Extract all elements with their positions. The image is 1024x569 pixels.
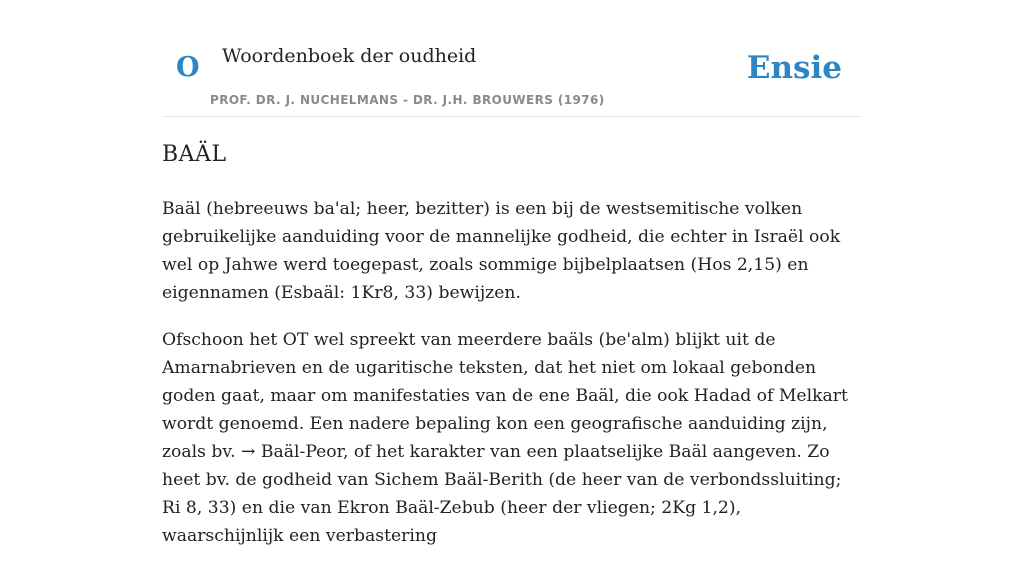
entry-paragraph-2: Ofschoon het OT wel spreekt van meerdere baäls (be'alm) blijkt uit de Amarnabrieven en de ugaritische teksten, dat het niet om lokaal gebonden goden gaat, maar om manifestaties van de ene Baäl, die ook Hadad of Melkart wordt genoemd. Een nadere bepaling kon een geografische aanduiding zijn, zoals bv. → Baäl-Peor, of het karakter van een plaatselijke Baäl aangeven. Zo heet bv. de godheid van Sichem Baäl-Berith (de heer van de verbondssluiting; Ri 8, 33) en die van Ekron Baäl-Zebub (heer der vliegen; 2Kg 1,2), waarschijnlijk een verbastering <box>162 330 848 546</box>
dictionary-header <box>162 0 862 117</box>
dictionary-title[interactable]: Woordenboek der oudheid <box>222 45 477 67</box>
entry-title: BAÄL <box>162 142 227 167</box>
ensie-logo[interactable]: Ensie <box>746 50 842 86</box>
entry-paragraph-1: Baäl (hebreeuws ba'al; heer, bezitter) is een bij de westsemitische volken gebruikelijke aanduiding voor de mannelijke godheid, die echter in Israël ook wel op Jahwe werd toegepast, zoals sommige bijbelplaatsen (Hos 2,15) en eigennamen (Esbaäl: 1Kr8, 33) bewijzen. <box>162 199 841 303</box>
dictionary-authors: PROF. DR. J. NUCHELMANS - DR. J.H. BROUWERS (1976) <box>210 93 605 107</box>
index-letter[interactable]: O <box>176 52 200 83</box>
entry-content <box>162 138 862 569</box>
